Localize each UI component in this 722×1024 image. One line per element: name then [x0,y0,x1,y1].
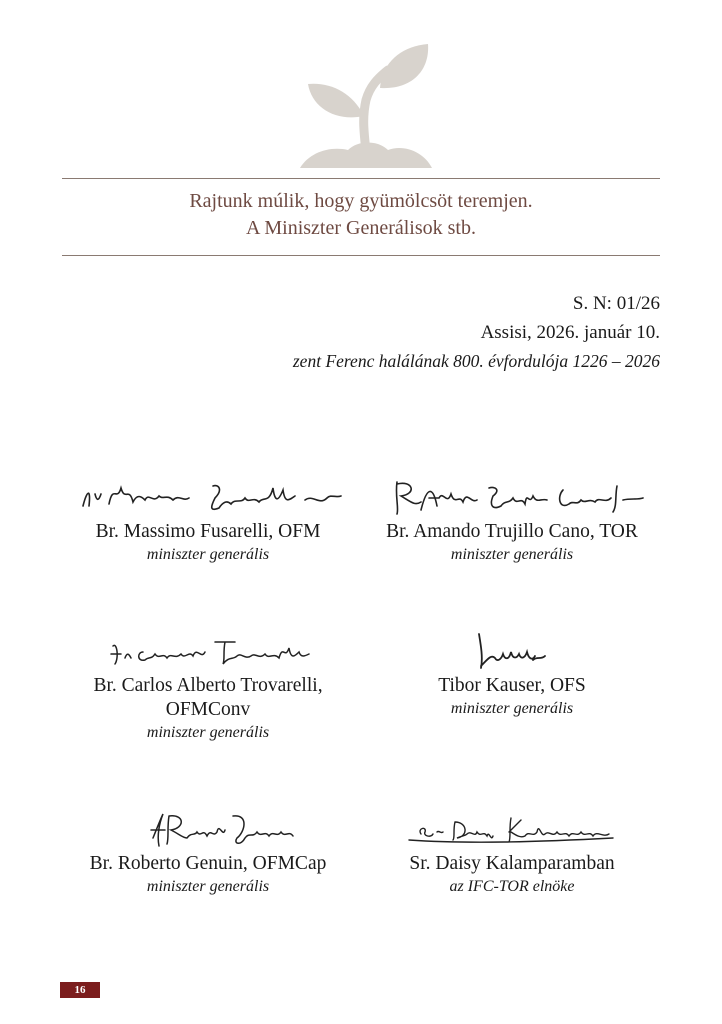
signatory-name: Tibor Kauser, OFS [438,675,586,696]
anniversary-note: zent Ferenc halálának 800. évfordulója 1226 – 2026 [292,351,660,371]
place-date: Assisi, 2026. január 10. [480,322,660,343]
signatory-name: Br. Roberto Genuin, OFMCap [89,853,327,874]
signatory-name-line2: OFMConv [165,699,251,720]
signatory-role: miniszter generális [146,546,270,563]
motto-line-2: A Miniszter Generálisok stb. [246,217,476,239]
signatory-genuin [58,808,358,898]
header-rule-top [62,178,660,179]
signature-image [377,630,647,674]
signatory-role: miniszter generális [450,700,574,717]
signatory-name-line1: Br. Carlos Alberto Trovarelli, [93,675,323,696]
sprout-icon [296,40,436,172]
signature-image [73,808,343,852]
signatory-fusarelli [58,476,358,566]
page-number-badge: 16 [60,982,100,998]
signatory-kauser [362,630,662,720]
signatory-trujillo [362,476,662,566]
signatory-kalamparamban [362,808,662,898]
signature-image [377,476,647,520]
signatory-name: Br. Massimo Fusarelli, OFM [95,521,321,542]
signatory-role: miniszter generális [146,878,270,895]
signatory-name: Br. Amando Trujillo Cano, TOR [386,521,638,542]
signature-image [73,476,343,520]
signatory-name: Sr. Daisy Kalamparamban [409,853,615,874]
signatory-role: az IFC-TOR elnöke [449,878,575,895]
signature-image [73,630,343,674]
signatory-trovarelli [58,630,358,744]
signature-image [377,808,647,852]
reference-number: S. N: 01/26 [572,293,660,314]
signatory-role: miniszter generális [450,546,574,563]
header-rule-bottom [62,255,660,256]
signatory-role: miniszter generális [146,724,270,741]
motto-line-1: Rajtunk múlik, hogy gyümölcsöt teremjen. [189,190,533,212]
